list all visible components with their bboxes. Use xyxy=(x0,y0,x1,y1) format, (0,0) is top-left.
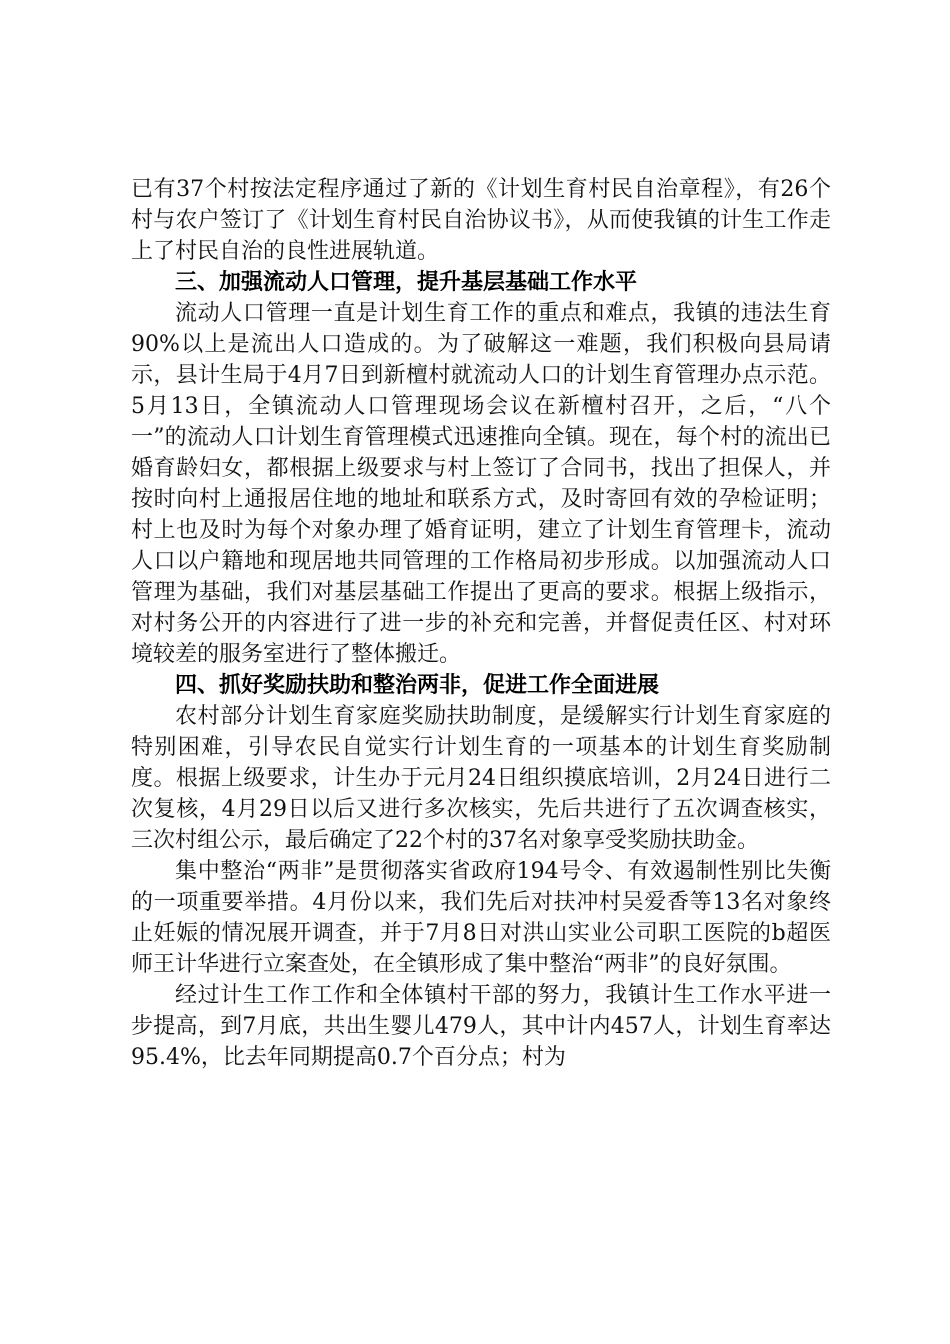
paragraph-continuation: 已有37个村按法定程序通过了新的《计划生育村民自治章程》，有26个村与农户签订了《计划生育村民自治协议书》，从而使我镇的计生工作走上了村民自治的良性进展轨道。 xyxy=(131,177,831,264)
paragraph-floating-population: 流动人口管理一直是计划生育工作的重点和难点，我镇的违法生育90%以上是流出人口造成的。为了破解这一难题，我们积极向县局请示，县计生局于4月7日到新檀村就流动人口的计划生育管理办点示范。5月13日，全镇流动人口管理现场会议在新檀村召开，之后，“八个一”的流动人口计划生育管理模式迅速推向全镇。现在，每个村的流出已婚育龄妇女，都根据上级要求与村上签订了合同书，找出了担保人，并按时向村上通报居住地的地址和联系方式，及时寄回有效的孕检证明；村上也及时为每个对象办理了婚育证明，建立了计划生育管理卡，流动人口以户籍地和现居地共同管理的工作格局初步形成。以加强流动人口管理为基础，我们对基层基础工作提出了更高的要求。根据上级指示，对村务公开的内容进行了进一步的补充和完善，并督促责任区、村对环境较差的服务室进行了整体搬迁。 xyxy=(131,301,831,667)
paragraph-two-illegals: 集中整治“两非”是贯彻落实省政府194号令、有效遏制性别比失衡的一项重要举措。4月份以来，我们先后对扶冲村吴爱香等13名对象终止妊娠的情况展开调查，并于7月8日对洪山实业公司职工医院的b超医师王计华进行立案查处，在全镇形成了集中整治“两非”的良好氛围。 xyxy=(131,859,831,977)
document-body xyxy=(131,174,831,1073)
section-heading-3: 三、加强流动人口管理，提升基层基础工作水平 xyxy=(175,270,638,295)
paragraph-results: 经过计生工作工作和全体镇村干部的努力，我镇计生工作水平进一步提高，到7月底，共出生婴儿479人，其中计内457人，计划生育率达95.4%，比去年同期提高0.7个百分点；村为 xyxy=(131,983,831,1070)
section-heading-4: 四、抓好奖励扶助和整治两非，促进工作全面进展 xyxy=(175,673,660,698)
paragraph-reward-support: 农村部分计划生育家庭奖励扶助制度，是缓解实行计划生育家庭的特别困难，引导农民自觉实行计划生育的一项基本的计划生育奖励制度。根据上级要求，计生办于元月24日组织摸底培训，2月24日进行二次复核，4月29日以后又进行多次核实，先后共进行了五次调查核实，三次村组公示，最后确定了22个村的37名对象享受奖励扶助金。 xyxy=(131,704,831,853)
